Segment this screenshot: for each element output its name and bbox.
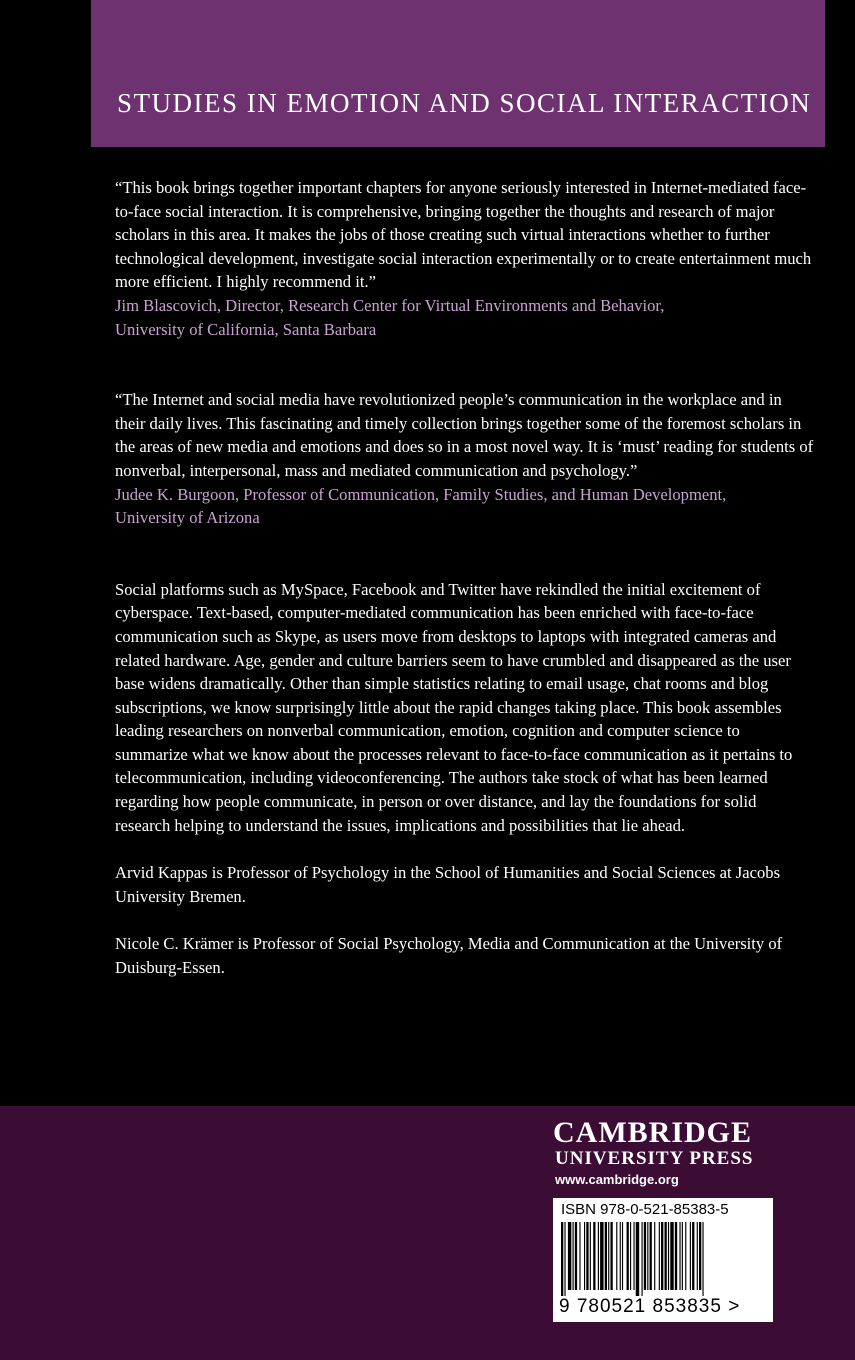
barcode-bar — [575, 1222, 577, 1290]
barcode-digits: 9 780521 853835 > — [559, 1296, 741, 1317]
isbn-barcode — [553, 1198, 773, 1322]
endorsement-quote: “This book brings together important chapters for anyone seriously interested in Internet-mediated face-to-face social interaction. It is comprehensive, bringing together the thoughts and research of major scholars in this area. It makes the jobs of those creating such virtual interactions whether to further technological development, investigate social interaction experimentally or to create entertainment much more efficient. I highly recommend it.” — [115, 178, 812, 292]
barcode-bar — [622, 1222, 623, 1290]
barcode-bar — [682, 1222, 683, 1290]
barcode-bar — [702, 1222, 703, 1296]
barcode-bar — [642, 1222, 643, 1296]
barcode-bar — [670, 1222, 673, 1290]
back-cover-text — [115, 176, 815, 980]
barcode-bar — [630, 1222, 631, 1290]
barcode-bar — [685, 1222, 686, 1290]
barcode-bar — [661, 1222, 663, 1290]
barcode-bar — [579, 1222, 580, 1290]
barcode-bar — [692, 1222, 694, 1290]
barcode-bar — [598, 1222, 599, 1290]
barcode-bar — [610, 1222, 612, 1290]
barcode-icon — [559, 1222, 767, 1296]
barcode-bar — [590, 1222, 591, 1290]
endorsement-attribution: Jim Blascovich, Director, Research Center for Virtual Environments and Behavior, — [115, 295, 665, 315]
barcode-bar — [620, 1222, 621, 1290]
barcode-bar — [659, 1222, 660, 1290]
barcode-bar — [633, 1222, 634, 1290]
publisher-band — [0, 1106, 855, 1360]
barcode-bar — [564, 1222, 565, 1296]
barcode-bar — [665, 1222, 667, 1290]
barcode-bar — [699, 1222, 701, 1290]
barcode-bar — [636, 1222, 639, 1296]
author-bio-kappas: Arvid Kappas is Professor of Psychology in the School of Humanities and Social Sciences at Jacobs University Bremen. — [115, 863, 781, 906]
barcode-bar — [697, 1222, 698, 1290]
endorsement-quote: “The Internet and social media have revolutionized people’s communication in the workplace and in their daily lives. This fascinating and timely collection brings together some of the foremost scholars in the areas of new media and emotions and does so in a most novel way. It is ‘must’ reading for students of nonverbal, interpersonal, mass and mediated communication and psychology.” — [115, 390, 814, 480]
barcode-bar — [584, 1222, 585, 1290]
endorsement-affiliation: University of Arizona — [115, 508, 260, 528]
author-bio-kramer: Nicole C. Krämer is Professor of Social Psychology, Media and Communication at the University of Duisburg-Essen. — [115, 934, 783, 978]
book-description: Social platforms such as MySpace, Facebook and Twitter have rekindled the initial excitement of cyberspace. Text-based, computer-mediated communication has been enriched with face-to-face communication such as Skype, as users move from desktops to laptops with integrated cameras and related hardware. Age, gender and culture barriers seem to have crumbled and disappeared as the user base widens dramatically. Other than simple statistics relating to email usage, chat rooms and blog subscriptions, we know surprisingly little about the rapid changes taking place. This book assembles leading researchers on nonverbal communication, emotion, cognition and computer science to summarize what we know about the processes relevant to face-to-face communication as it pertains to telecommunication, including videoconferencing. The authors take stock of what has been learned regarding how people communicate, in person or over distance, and lay the foundations for solid research helping to understand the issues, implications and possibilities that lie ahead. — [115, 579, 793, 835]
barcode-bar — [605, 1222, 607, 1290]
barcode-bar — [650, 1222, 652, 1290]
series-banner — [91, 0, 825, 147]
barcode-bar — [616, 1222, 617, 1290]
barcode-bar — [593, 1222, 595, 1290]
barcode-bar — [586, 1222, 588, 1290]
endorsement-attribution: Judee K. Burgoon, Professor of Communication, Family Studies, and Human Development, — [115, 484, 727, 504]
barcode-bar — [675, 1222, 677, 1290]
barcode-bar — [654, 1222, 655, 1290]
publisher-logo-name: CAMBRIDGE — [553, 1116, 753, 1149]
barcode-bar — [608, 1222, 609, 1290]
endorsement-1 — [115, 176, 815, 341]
barcode-bar — [668, 1222, 669, 1290]
barcode-bar — [568, 1222, 571, 1290]
publisher-logo-subname: UNIVERSITY PRESS — [555, 1148, 754, 1169]
endorsement-2 — [115, 388, 815, 530]
endorsement-affiliation: University of California, Santa Barbara — [115, 319, 377, 339]
barcode-bar — [644, 1222, 646, 1290]
publisher-url: www.cambridge.org — [555, 1172, 679, 1187]
barcode-bar — [647, 1222, 648, 1290]
barcode-bar — [561, 1222, 563, 1296]
barcode-bar — [690, 1222, 691, 1290]
series-title: STUDIES IN EMOTION AND SOCIAL INTERACTION — [117, 88, 812, 118]
barcode-bar — [573, 1222, 574, 1290]
barcode-bar — [627, 1222, 629, 1290]
barcode-bar — [600, 1222, 603, 1290]
isbn-label: ISBN 978-0-521-85383-5 — [561, 1201, 729, 1218]
barcode-bar — [679, 1222, 680, 1290]
